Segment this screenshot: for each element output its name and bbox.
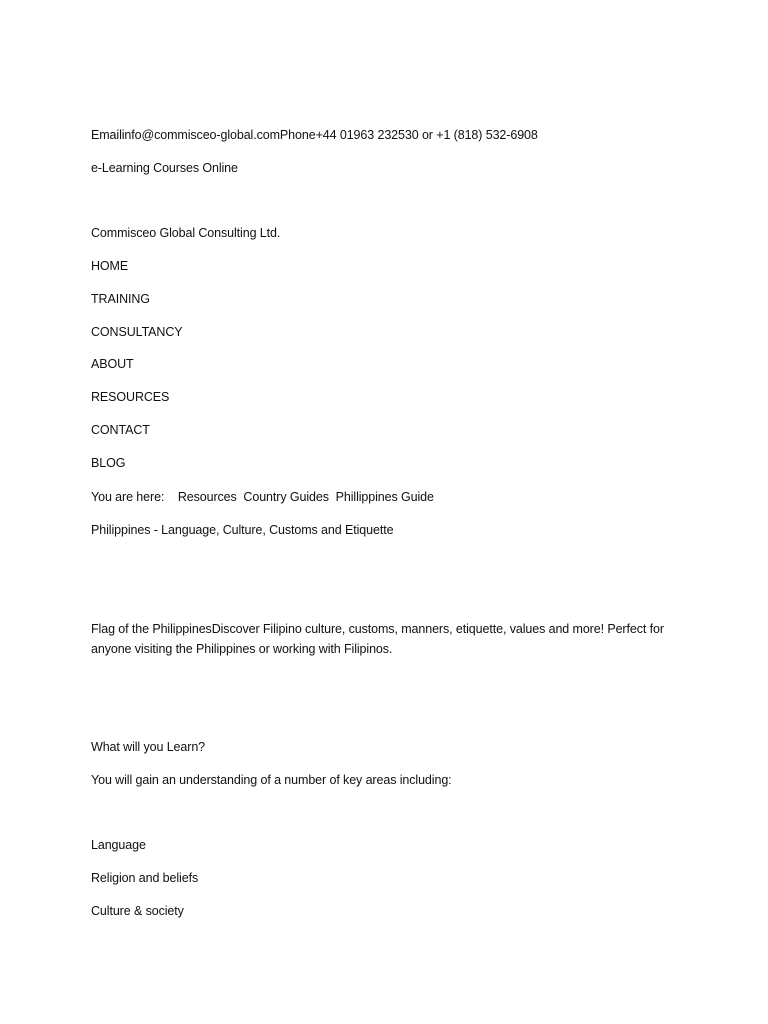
nav-contact-link[interactable]: CONTACT [91, 423, 150, 437]
nav-home-link[interactable]: HOME [91, 259, 129, 273]
nav-blog-link[interactable]: BLOG [91, 456, 126, 470]
breadcrumb-prefix: You are here: [91, 490, 165, 504]
nav-consultancy-link[interactable]: CONSULTANCY [91, 325, 183, 339]
nav-about-link[interactable]: ABOUT [91, 357, 134, 371]
learn-heading: What will you Learn? [91, 740, 206, 754]
learn-intro: You will gain an understanding of a number of key areas including: [91, 773, 452, 787]
elearning-link[interactable]: e-Learning Courses Online [91, 161, 238, 175]
breadcrumb [91, 487, 681, 507]
breadcrumb-item-country-guides[interactable]: Country Guides [243, 490, 329, 504]
nav-resources-link[interactable]: RESOURCES [91, 390, 170, 404]
breadcrumb-item-resources[interactable]: Resources [177, 490, 237, 504]
list-item-language: Language [91, 838, 146, 852]
list-item-religion: Religion and beliefs [91, 871, 199, 885]
list-item-culture: Culture & society [91, 904, 184, 918]
intro-paragraph: Flag of the PhilippinesDiscover Filipino culture, customs, manners, etiquette, values and more! Perfect for anyone visiting the Philippines or working with Filipinos. [91, 622, 664, 656]
company-name: Commisceo Global Consulting Ltd. [91, 226, 281, 240]
breadcrumb-item-philippines-guide[interactable]: Phillippines Guide [335, 490, 434, 504]
nav-training-link[interactable]: TRAINING [91, 292, 150, 306]
page-title: Philippines - Language, Culture, Customs and Etiquette [91, 523, 394, 537]
contact-line: Emailinfo@commisceo-global.comPhone+44 01963 232530 or +1 (818) 532-6908 [91, 128, 538, 142]
